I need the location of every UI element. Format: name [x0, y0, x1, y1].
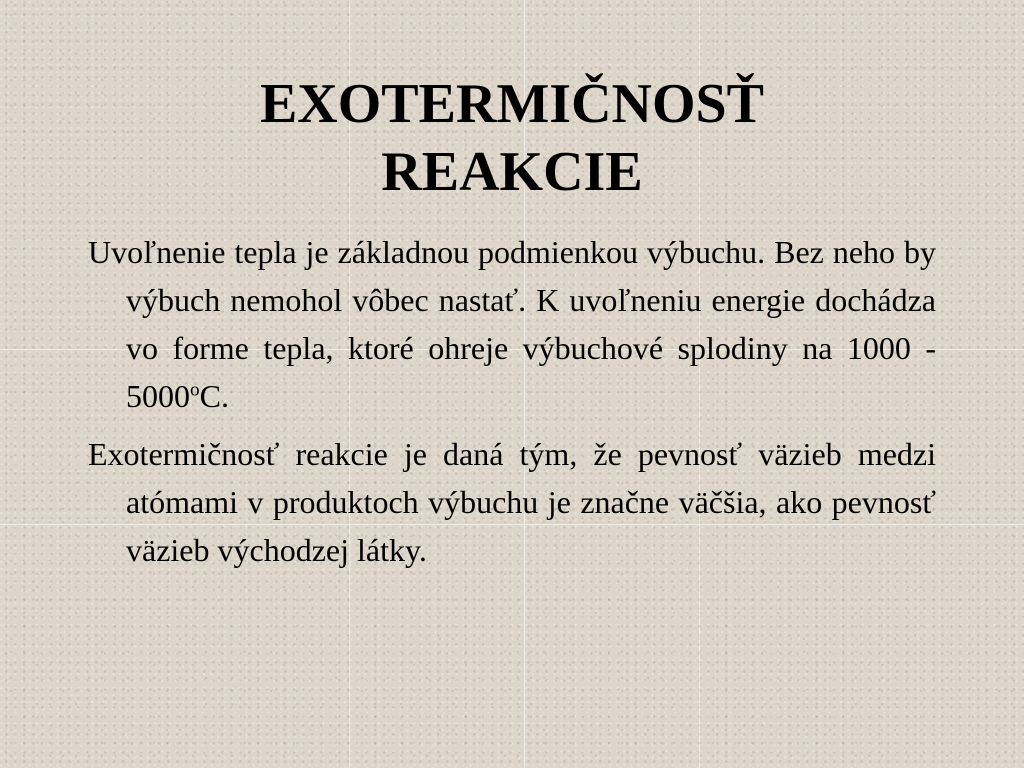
degree-superscript: o	[190, 379, 200, 401]
slide-title-line-2: REAKCIE	[381, 141, 643, 203]
slide-title	[0, 70, 1024, 206]
slide-title-line-1: EXOTERMIČNOSŤ	[259, 73, 765, 135]
paragraph-heat-release	[88, 228, 936, 420]
slide-body	[88, 228, 936, 584]
paragraph-1-end: C.	[199, 378, 229, 414]
paragraph-exothermicity: Exotermičnosť reakcie je daná tým, že pevnosť väzieb medzi atómami v produktoch výbuchu je značne väčšia, ako pevnosť väzieb východzej látky.	[88, 436, 936, 568]
paragraph-1-text: Uvoľnenie tepla je základnou podmienkou výbuchu. Bez neho by výbuch nemohol vôbec nastať. K uvoľneniu energie dochádza vo forme tepla, ktoré ohreje výbuchové splodiny na 1000 - 5000	[88, 234, 936, 414]
